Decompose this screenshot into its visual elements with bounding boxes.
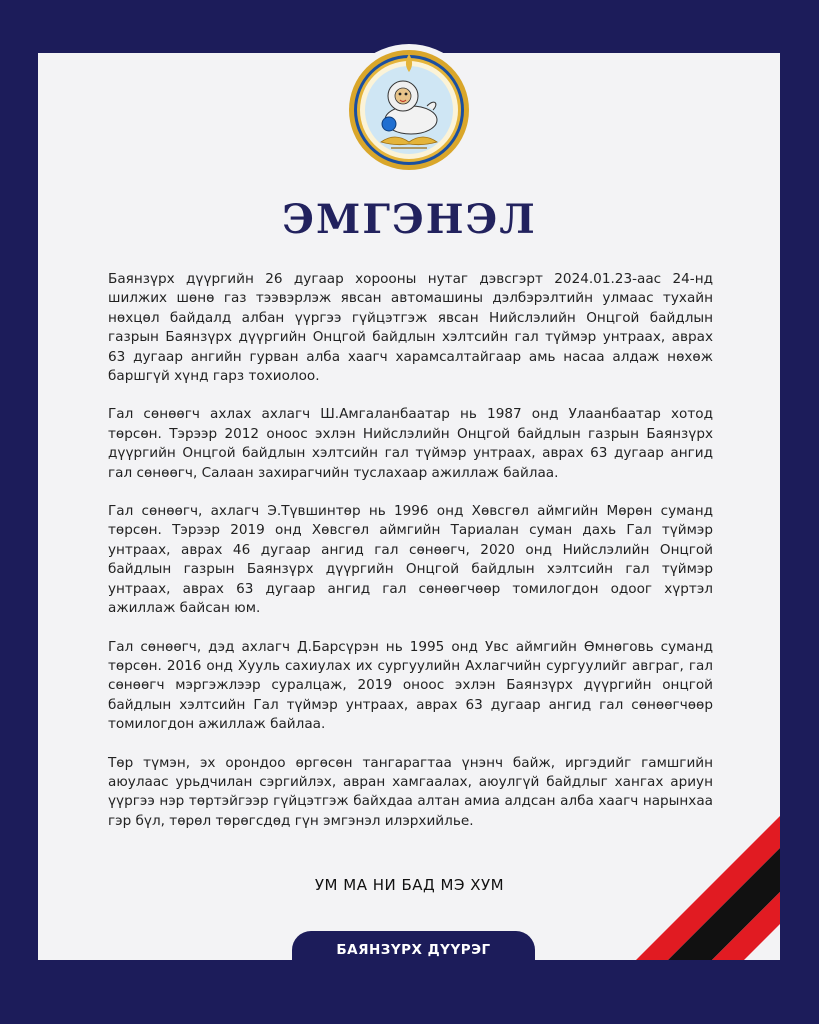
paragraph: Төр түмэн, эх орондоо өргөсөн тангарагтаа үнэнч байж, иргэдийг гамшгийн аюулаас урьдчилан сэргийлэх, авран хамгаалах, аюулгүй байдлыг хангах ариун үүргээ нэр төртэйгээр гүйцэтгэж байхдаа алтан амиа алдсан алба хаагч нарынхаа гэр бүл, төрөл төрөгсдөд гүн эмгэнэл илэрхийлье. <box>108 754 713 829</box>
paragraph: Гал сөнөөгч, ахлагч Э.Түвшинтөр нь 1996 онд Хөвсгөл аймгийн Мөрөн суманд төрсөн. Тэрээр 2019 онд Хөвсгөл аймгийн Тариалан суман дахь Гал түймэр унтраах, аврах 46 дугаар ангид гал сөнөөгч, 2020 онд Нийслэлийн Онцгой байдлын газрын Баянзүрх дүүргийн Онцгой байдлын хэлтсийн гал түймэр унтраах, аврах 63 дугаар ангид гал сөнөөгчөөр томилогдон одоог хүртэл ажиллаж байсан юм. <box>108 503 713 617</box>
paragraph: Баянзүрх дүүргийн 26 дугаар хорооны нутаг дэвсгэрт 2024.01.23-аас 24-нд шилжих шөнө газ тээвэрлэж явсан автомашины дэлбэрэлтийн улмаас тухайн нөхцөл байдалд албан үүргээ гүйцэтгэж явсан Нийслэлийн Онцгой байдлын газрын Баянзүрх дүүргийн Онцгой байдлын хэлтсийн гал түймэр унтраах, аврах 63 дугаар ангийн гурван алба хаагч харамсалтайгаар амь насаа алдаж нөхөж баршгүй хүнд гарз тохиолоо. <box>108 271 713 385</box>
page-title: ЭМГЭНЭЛ <box>282 196 537 243</box>
mantra: УМ МА НИ БАД МЭ ХУМ <box>314 876 505 894</box>
paragraph: Гал сөнөөгч, дэд ахлагч Д.Барсүрэн нь 1995 онд Увс аймгийн Өмнөговь суманд төрсөн. 2016 онд Хууль сахиулах их сургуулийн Ахлагчийн сургуулийг авграг, гал сөнөөгч мэргэжлээр суралцаж, 2019 оноос эхлэн Баянзүрх дүүргийн онцгой байдлын хэлтсийн Гал түймэр унтраах, аврах 63 дугаар ангид гал сөнөөгчөөр томилогдон ажиллаж байлаа. <box>108 638 713 733</box>
district-label: БАЯНЗҮРХ ДҮҮРЭГ <box>292 931 535 969</box>
ribbon-black-stripe <box>668 848 780 960</box>
paragraph: Гал сөнөөгч ахлах ахлагч Ш.Амгаланбаатар нь 1987 онд Улаанбаатар хотод төрсөн. Тэрээр 2012 оноос эхлэн Нийслэлийн Онцгой байдлын газрын Баянзүрх дүүргийн Онцгой байдлын хэлтсийн гал түймэр унтраах, аврах 63 дугаар ангид гал сөнөөгч, Салаан захирагчийн туслахаар ажиллаж байлаа. <box>108 406 713 481</box>
